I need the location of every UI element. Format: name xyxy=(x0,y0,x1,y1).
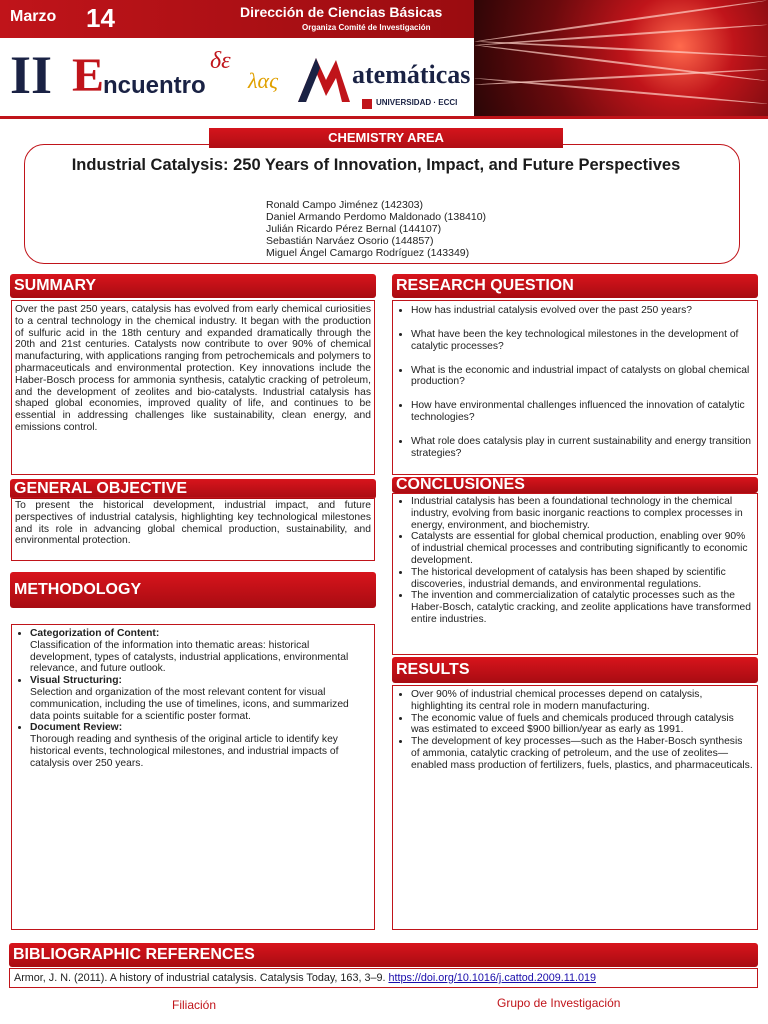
method-title: • Document Review: xyxy=(30,722,123,734)
methodology-heading: METHODOLOGY xyxy=(10,572,376,608)
reference-doi-link[interactable]: https://doi.org/10.1016/j.cattod.2009.11.019 xyxy=(388,972,596,984)
references-box xyxy=(9,968,758,988)
summary-text: Over the past 250 years, catalysis has evolved from early chemical curiosities to a central technology in the chemical industry. It began with the production of sulfuric acid in the 18th century and expanded dramatically through the 20th and 21st centuries. Catalysts now contribute to over 90% of chemical manufacturing, with applications ranging from petrochemicals and polymers to pharmaceuticals and environmental protection. Key innovations include the Haber-Bosch process for ammonia synthesis, catalytic cracking of petroleum, and the development of zeolites and bio-catalysts. Industrial catalysis has shaped global economies, improved quality of life, and continues to be essential in addressing challenges like sustainability, clean energy, and emissions control. xyxy=(15,304,371,433)
event-logo-encuentro: ncuentro xyxy=(103,72,206,99)
event-month: Marzo xyxy=(10,8,57,25)
conclusions-heading: CONCLUSIONES xyxy=(392,477,758,493)
method-title: • Categorization of Content: xyxy=(30,628,160,639)
matematicas-m-logo-icon xyxy=(296,52,352,104)
research-box xyxy=(392,300,758,475)
summary-box xyxy=(11,300,375,475)
list-item xyxy=(30,628,370,675)
conclusions-list xyxy=(397,496,753,626)
event-logo-e: E xyxy=(72,49,105,102)
objective-heading: GENERAL OBJECTIVE xyxy=(10,479,376,499)
reference-citation: Armor, J. N. (2011). A history of industrial catalysis. Catalysis Today, 163, 3–9. xyxy=(14,972,386,984)
list-item: • The invention and commercialization of catalytic processes such as the Haber-Bosch, catalytic cracking, and zeolite applications have transformed entire industries. xyxy=(411,590,753,625)
objective-box xyxy=(11,497,375,561)
author: Daniel Armando Perdomo Maldonado (138410) xyxy=(266,211,487,223)
event-numeral: II xyxy=(10,45,53,105)
method-text: Selection and organization of the most relevant content for visual communication, including the use of timelines, icons, and summarized data points suitable for a scientific poster format. xyxy=(30,686,349,722)
event-day: 14 xyxy=(86,3,115,33)
methodology-box xyxy=(11,624,375,930)
references-heading: BIBLIOGRAPHIC REFERENCES xyxy=(9,943,758,967)
footer-filiacion: Filiación xyxy=(172,998,217,1012)
results-heading: RESULTS xyxy=(392,657,758,683)
university-logo-icon xyxy=(362,99,372,109)
poster-title: Industrial Catalysis: 250 Years of Innovation, Impact, and Future Perspectives xyxy=(71,156,681,174)
research-heading: RESEARCH QUESTION xyxy=(392,274,758,298)
direction-name: Dirección de Ciencias Básicas xyxy=(240,4,443,20)
list-item: • What have been the key technological milestones in the development of catalytic processes? xyxy=(411,329,753,352)
method-title: • Visual Structuring: xyxy=(30,675,122,687)
list-item: • What role does catalysis play in current sustainability and energy transition strategies? xyxy=(411,436,753,459)
research-list xyxy=(397,305,753,459)
footer-grupo-investigacion: Grupo de Investigación xyxy=(497,996,621,1010)
list-item: • How has industrial catalysis evolved over the past 250 years? xyxy=(411,305,753,317)
results-box xyxy=(392,685,758,930)
objective-text: To present the historical development, industrial impact, and future perspectives of industrial catalysis, highlighting key technological milestones and its role in advancing global chemical production, sustainability, and environmental protection. xyxy=(15,500,371,547)
area-label: CHEMISTRY AREA xyxy=(209,128,563,148)
author: Miguel Ángel Camargo Rodríguez (143349) xyxy=(266,247,470,259)
summary-heading: SUMMARY xyxy=(10,274,376,298)
list-item: • What is the economic and industrial impact of catalysts on global chemical production? xyxy=(411,365,753,388)
list-item xyxy=(30,675,370,722)
author: Ronald Campo Jiménez (142303) xyxy=(266,199,424,211)
list-item: • Over 90% of industrial chemical processes depend on catalysis, highlighting its central role in modern manufacturing. xyxy=(411,689,753,713)
authors-list xyxy=(266,199,486,259)
method-text: Thorough reading and synthesis of the original article to identify key historical events, technological milestones, and industrial impacts of catalysis over 250 years. xyxy=(30,734,339,769)
list-item: • The economic value of fuels and chemicals produced through catalysis was estimated to exceed $900 billion/year as early as 1991. xyxy=(411,713,753,737)
method-text: Classification of the information into thematic areas: historical development, types of catalysts, industrial applications, environmental relevance, and future outlook. xyxy=(30,639,349,675)
list-item xyxy=(30,722,370,769)
results-list xyxy=(397,689,753,772)
list-item: • Industrial catalysis has been a foundational technology in the chemical industry, evolving from basic inorganic reactions to complex processes in energy, environment, and biochemistry. xyxy=(411,496,753,531)
event-logo-de: δε xyxy=(210,48,231,74)
university-name: UNIVERSIDAD · ECCI xyxy=(376,98,458,107)
list-item: • The historical development of catalysis has been shaped by scientific discoveries, industrial demands, and environmental regulations. xyxy=(411,567,753,591)
author: Sebastián Narváez Osorio (144857) xyxy=(266,235,434,247)
event-logo-las: λας xyxy=(248,68,279,93)
conclusions-box xyxy=(392,493,758,655)
list-item: • Catalysts are essential for global chemical production, enabling over 90% of industrial chemical processes and contributing significantly to economic development. xyxy=(411,531,753,566)
organizer-label: Organiza Comité de Investigación xyxy=(302,23,431,32)
list-item: • How have environmental challenges influenced the innovation of catalytic technologies? xyxy=(411,400,753,423)
methodology-list xyxy=(16,628,370,770)
list-item: • The development of key processes—such as the Haber-Bosch synthesis of ammonia, catalytic cracking of petroleum, and the use of zeolites—enabled mass production of fertilizers, fuels, plastics, and pharmaceuticals. xyxy=(411,736,753,771)
header-decorative-image xyxy=(474,0,768,116)
author: Julián Ricardo Pérez Bernal (144107) xyxy=(266,223,442,235)
header-divider xyxy=(0,116,768,119)
event-logo-matematicas: atemáticas xyxy=(352,60,471,89)
